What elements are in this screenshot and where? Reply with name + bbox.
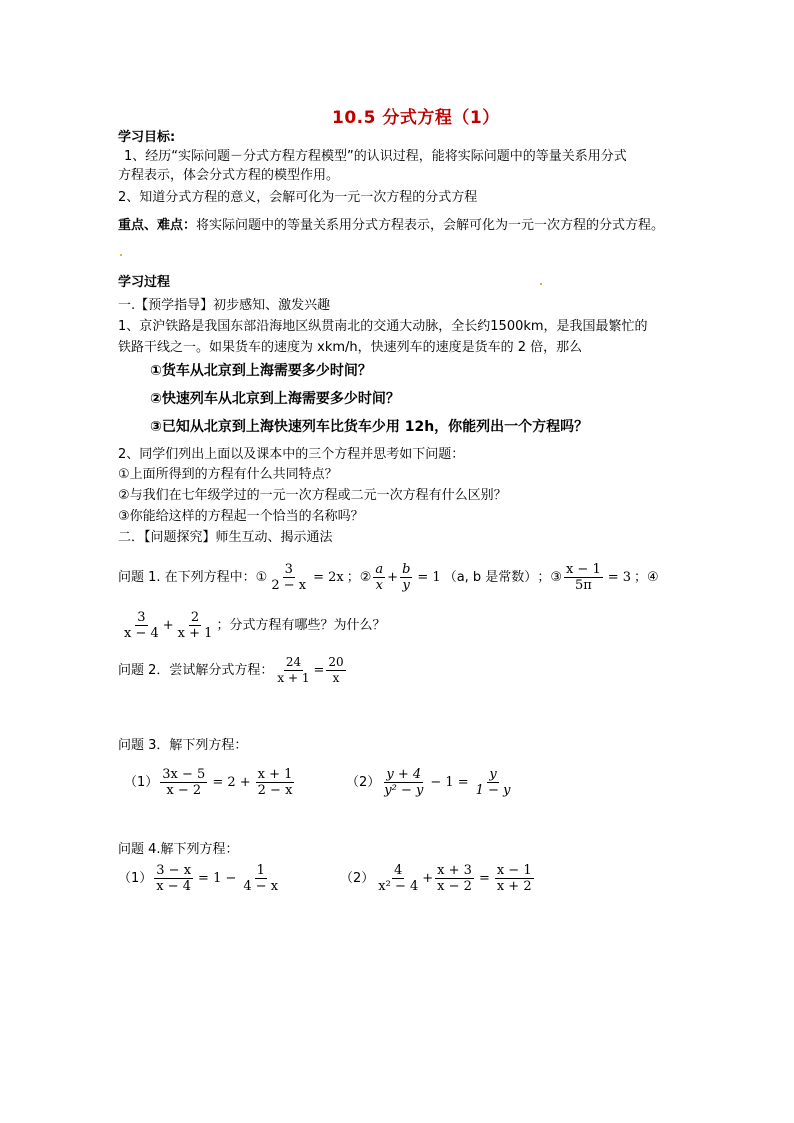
numerator: 3 − x	[156, 863, 192, 878]
section-2-title: 二．【问题探究】师生互动、揭示通法	[118, 530, 333, 545]
problem-1-question: ；分式方程有哪些？为什么？	[216, 617, 386, 633]
fraction-e4-first	[122, 610, 161, 641]
problem-4-label: 问题 4.解下列方程：	[118, 842, 239, 857]
objectives-heading: 学习目标:	[118, 130, 176, 145]
objective-1-line-1: 1、经历“实际问题－分式方程方程模型”的认识过程，能将实际问题中的等量关系用分式	[124, 149, 627, 164]
marker-4: ；④	[634, 569, 659, 585]
fraction-p2-right	[326, 655, 345, 686]
denominator: x + 2	[496, 879, 532, 894]
plus-sign: +	[162, 617, 174, 633]
problem-3-equation-1	[124, 767, 296, 798]
part-label: （1）	[124, 774, 159, 790]
fraction	[382, 767, 425, 798]
constants-note: （a, b 是常数）	[443, 569, 538, 585]
fraction	[376, 863, 420, 894]
denominator: x − 4	[124, 626, 159, 641]
sub-question-1: ①货车从北京到上海需要多少时间？	[150, 363, 372, 379]
plus-sign: +	[422, 870, 434, 886]
denominator: 5π	[574, 578, 592, 593]
denominator: x² − 4	[378, 879, 419, 894]
problem-2-label: 问题 2．尝试解分式方程：	[118, 662, 274, 678]
sub-question-2: ②快速列车从北京到上海需要多少时间？	[150, 391, 400, 407]
marker-3: ；③	[537, 569, 562, 585]
numerator: 24	[285, 655, 302, 669]
fraction	[495, 863, 534, 894]
part-label: （1）	[118, 870, 153, 886]
fraction-e4-second	[176, 610, 215, 641]
fraction	[241, 863, 280, 894]
objective-2: 2、知道分式方程的意义，会解可化为一元一次方程的分式方程	[118, 190, 478, 205]
problem-1-line-2	[120, 610, 385, 641]
numerator: b	[402, 562, 411, 577]
fraction	[154, 863, 193, 894]
denominator: x + 1	[177, 626, 213, 641]
fraction	[474, 767, 513, 798]
numerator: y	[489, 767, 497, 782]
numerator: y + 4	[386, 767, 422, 782]
fraction-e1	[269, 562, 308, 593]
plus-sign: +	[387, 569, 399, 585]
question-2-a: ①上面所得到的方程有什么共同特点？	[118, 467, 338, 482]
denominator: 4 − x	[243, 879, 279, 894]
numerator: x − 1	[496, 863, 532, 878]
equation-rhs: = 1	[417, 569, 441, 585]
operator: − 1 =	[430, 774, 469, 790]
question-2-intro: 2、同学们列出上面以及课本中的三个方程并思考如下问题：	[118, 447, 465, 462]
marker-1: ①	[255, 569, 268, 585]
fraction-e3	[564, 562, 603, 593]
denominator: 2 − x	[271, 578, 307, 593]
operator: = 1 −	[198, 870, 237, 886]
problem-3-equation-2	[346, 767, 514, 798]
equals-sign: =	[313, 662, 325, 678]
objective-1-line-2: 方程表示，体会分式方程的模型作用。	[118, 168, 340, 183]
question-2-c: ③你能给这样的方程起一个恰当的名称吗？	[118, 509, 364, 524]
numerator: 3x − 5	[162, 767, 206, 782]
equation-rhs: = 3	[607, 569, 632, 585]
numerator: 4	[394, 863, 403, 878]
denominator: x − 4	[156, 879, 192, 894]
denominator: 2 − x	[257, 783, 293, 798]
numerator: x + 3	[437, 863, 472, 878]
process-heading: 学习过程	[118, 275, 171, 290]
fraction	[435, 863, 474, 894]
marker-2: ；②	[346, 569, 372, 585]
denominator: x + 1	[277, 671, 310, 685]
fraction	[160, 767, 207, 798]
page-title: 10.5 分式方程（1）	[332, 108, 500, 128]
problem-2	[118, 655, 348, 686]
stray-dot	[540, 283, 542, 285]
numerator: a	[375, 562, 384, 577]
fraction-b-over-y	[400, 562, 412, 593]
problem-1-line-1	[118, 562, 659, 593]
key-points	[118, 218, 664, 234]
part-label: （2）	[346, 774, 381, 790]
key-points-label: 重点、难点：	[118, 218, 197, 233]
fraction-a-over-x	[373, 562, 385, 593]
denominator: x	[375, 578, 383, 593]
part-label: （2）	[340, 870, 375, 886]
equals-sign: =	[478, 870, 490, 886]
numerator: 1	[256, 863, 265, 878]
question-2-b: ②与我们在七年级学过的一元一次方程或二元一次方程有什么区别？	[118, 488, 507, 503]
equation-rhs: = 2x	[313, 569, 344, 585]
denominator: x − 2	[166, 783, 202, 798]
problem-3-label: 问题 3．解下列方程：	[118, 738, 248, 753]
denominator: 1 − y	[475, 783, 511, 798]
sub-question-3: ③已知从北京到上海快速列车比货车少用 12h，你能列出一个方程吗？	[150, 419, 589, 435]
numerator: x + 1	[257, 767, 293, 782]
operator: = 2 +	[212, 774, 251, 790]
problem-1-label: 问题 1. 在下列方程中：	[118, 569, 256, 585]
denominator: x	[332, 671, 340, 685]
problem-4-equation-2	[340, 863, 536, 894]
key-points-text: 将实际问题中的等量关系用分式方程表示，会解可化为一元一次方程的分式方程。	[196, 218, 665, 233]
question-1-line-1: 1、京沪铁路是我国东部沿海地区纵贯南北的交通大动脉，全长约1500km，是我国最繁忙的	[118, 319, 648, 334]
denominator: y	[402, 578, 410, 593]
denominator: y² − y	[384, 783, 424, 798]
stray-dot	[120, 254, 122, 256]
numerator: 20	[328, 655, 344, 669]
numerator: x − 1	[565, 562, 601, 577]
fraction	[256, 767, 295, 798]
question-1-line-2: 铁路干线之一。如果货车的速度为 xkm/h，快速列车的速度是货车的 2 倍，那么	[118, 340, 583, 355]
numerator: 3	[284, 562, 293, 577]
numerator: 3	[137, 610, 146, 625]
numerator: 2	[190, 610, 200, 625]
problem-4-equation-1	[118, 863, 282, 894]
section-1-title: 一.【预学指导】初步感知、激发兴趣	[118, 298, 331, 313]
denominator: x − 2	[437, 879, 472, 894]
fraction-p2-left	[275, 655, 311, 686]
